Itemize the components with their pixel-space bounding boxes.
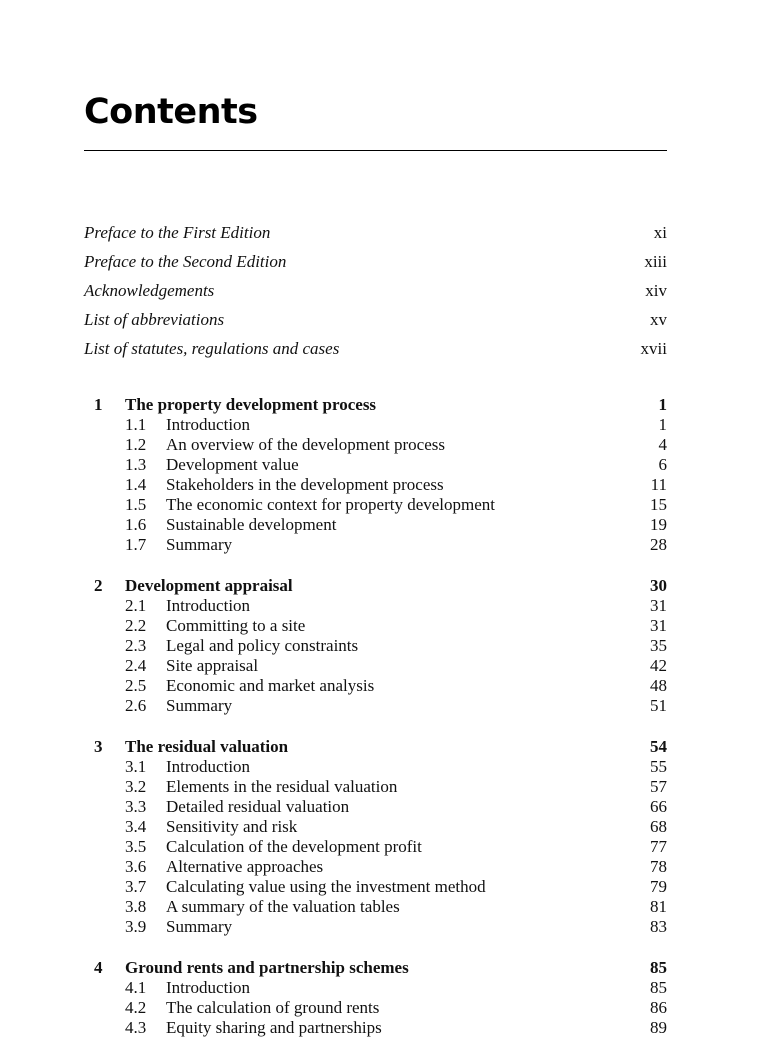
chapter-number: 1	[94, 395, 103, 414]
section-title: Summary	[166, 917, 233, 936]
section-number: 1.4	[125, 475, 147, 494]
section-page: 81	[650, 897, 667, 916]
section-title: Calculation of the development profit	[166, 837, 422, 856]
section-page: 89	[650, 1018, 667, 1037]
section-entry[interactable]	[84, 777, 667, 797]
section-entry[interactable]	[84, 515, 667, 535]
section-page: 68	[650, 817, 667, 836]
chapter-heading[interactable]	[84, 737, 667, 757]
section-entry[interactable]	[84, 596, 667, 616]
section-entry[interactable]	[84, 616, 667, 636]
section-number: 4.3	[125, 1018, 147, 1037]
section-page: 19	[650, 515, 667, 534]
section-title: A summary of the valuation tables	[166, 897, 400, 916]
section-entry[interactable]	[84, 495, 667, 515]
section-title: Introduction	[166, 757, 251, 776]
front-matter-title: Acknowledgements	[84, 281, 215, 300]
section-page: 57	[650, 777, 667, 796]
section-number: 3.3	[125, 797, 147, 816]
section-entry[interactable]	[84, 817, 667, 837]
section-number: 1.3	[125, 455, 147, 474]
section-title: Summary	[166, 535, 233, 554]
section-title: The calculation of ground rents	[166, 998, 380, 1017]
chapter-heading[interactable]	[84, 958, 667, 978]
section-number: 3.7	[125, 877, 147, 896]
section-number: 4.2	[125, 998, 147, 1017]
chapter-block	[84, 395, 667, 555]
section-number: 3.9	[125, 917, 147, 936]
section-number: 2.3	[125, 636, 147, 655]
section-number: 1.7	[125, 535, 147, 554]
chapter-title: Ground rents and partnership schemes	[125, 958, 409, 977]
section-entry[interactable]	[84, 435, 667, 455]
section-number: 3.4	[125, 817, 147, 836]
section-title: Equity sharing and partnerships	[166, 1018, 382, 1037]
section-page: 86	[650, 998, 667, 1017]
section-title: Development value	[166, 455, 299, 474]
section-page: 6	[658, 455, 667, 474]
section-page: 11	[650, 475, 667, 494]
section-number: 3.1	[125, 757, 147, 776]
front-matter-title: List of abbreviations	[84, 310, 225, 329]
page-title: Contents	[84, 92, 258, 132]
section-entry[interactable]	[84, 1018, 667, 1038]
section-title: Elements in the residual valuation	[166, 777, 398, 796]
section-title: Site appraisal	[166, 656, 259, 675]
chapter-page: 85	[650, 958, 667, 977]
section-title: Sensitivity and risk	[166, 817, 298, 836]
front-matter-title: Preface to the Second Edition	[84, 252, 287, 271]
chapter-number: 3	[94, 737, 103, 756]
title-divider	[84, 150, 667, 151]
section-entry[interactable]	[84, 656, 667, 676]
chapter-number: 2	[94, 576, 103, 595]
section-title: Stakeholders in the development process	[166, 475, 444, 494]
section-number: 1.5	[125, 495, 147, 514]
section-entry[interactable]	[84, 917, 667, 937]
section-number: 1.2	[125, 435, 147, 454]
front-matter-entry[interactable]	[84, 334, 667, 363]
section-title: Calculating value using the investment method	[166, 877, 486, 896]
section-page: 85	[650, 978, 667, 997]
section-entry[interactable]	[84, 998, 667, 1018]
section-page: 42	[650, 656, 667, 675]
section-page: 79	[650, 877, 667, 896]
section-page: 77	[650, 837, 667, 856]
section-page: 31	[650, 616, 667, 635]
section-entry[interactable]	[84, 877, 667, 897]
section-entry[interactable]	[84, 455, 667, 475]
chapter-title: The residual valuation	[125, 737, 289, 756]
section-entry[interactable]	[84, 837, 667, 857]
section-entry[interactable]	[84, 757, 667, 777]
section-title: Alternative approaches	[166, 857, 324, 876]
front-matter-list	[84, 218, 667, 363]
section-page: 83	[650, 917, 667, 936]
front-matter-entry[interactable]	[84, 218, 667, 247]
front-matter-page: xv	[650, 310, 667, 329]
chapter-page: 30	[650, 576, 667, 595]
front-matter-title: List of statutes, regulations and cases	[84, 339, 340, 358]
section-page: 31	[650, 596, 667, 615]
section-page: 55	[650, 757, 667, 776]
front-matter-entry[interactable]	[84, 247, 667, 276]
section-number: 2.2	[125, 616, 147, 635]
section-page: 1	[658, 415, 667, 434]
chapter-title: The property development process	[125, 395, 377, 414]
section-entry[interactable]	[84, 857, 667, 877]
section-entry[interactable]	[84, 676, 667, 696]
chapter-page: 1	[658, 395, 667, 414]
section-page: 48	[650, 676, 667, 695]
chapter-heading[interactable]	[84, 395, 667, 415]
section-page: 15	[650, 495, 667, 514]
section-page: 28	[650, 535, 667, 554]
section-number: 3.6	[125, 857, 147, 876]
front-matter-title: Preface to the First Edition	[84, 223, 271, 242]
section-entry[interactable]	[84, 636, 667, 656]
section-page: 78	[650, 857, 667, 876]
section-title: Introduction	[166, 415, 251, 434]
front-matter-page: xiv	[645, 281, 667, 300]
section-number: 3.8	[125, 897, 147, 916]
section-number: 2.4	[125, 656, 147, 675]
chapter-list	[84, 395, 667, 1059]
section-page: 51	[650, 696, 667, 715]
section-title: The economic context for property development	[166, 495, 496, 514]
section-number: 2.6	[125, 696, 147, 715]
front-matter-page: xi	[653, 223, 667, 242]
chapter-block	[84, 737, 667, 937]
front-matter-page: xvii	[640, 339, 667, 358]
section-title: Introduction	[166, 596, 251, 615]
section-entry[interactable]	[84, 978, 667, 998]
section-entry[interactable]	[84, 535, 667, 555]
section-title: Introduction	[166, 978, 251, 997]
front-matter-entry[interactable]	[84, 305, 667, 334]
front-matter-page: xiii	[644, 252, 667, 271]
section-title: Detailed residual valuation	[166, 797, 350, 816]
section-number: 4.1	[125, 978, 147, 997]
section-page: 35	[650, 636, 667, 655]
section-entry[interactable]	[84, 897, 667, 917]
chapter-block	[84, 576, 667, 716]
chapter-number: 4	[94, 958, 103, 977]
section-number: 3.2	[125, 777, 147, 796]
section-number: 2.5	[125, 676, 147, 695]
section-title: Sustainable development	[166, 515, 337, 534]
section-number: 2.1	[125, 596, 147, 615]
chapter-block	[84, 958, 667, 1038]
section-page: 4	[658, 435, 667, 454]
front-matter-entry[interactable]	[84, 276, 667, 305]
section-page: 66	[650, 797, 667, 816]
section-title: Legal and policy constraints	[166, 636, 359, 655]
chapter-page: 54	[650, 737, 667, 756]
section-title: Economic and market analysis	[166, 676, 375, 695]
section-entry[interactable]	[84, 475, 667, 495]
section-entry[interactable]	[84, 696, 667, 716]
section-title: Summary	[166, 696, 233, 715]
section-title: An overview of the development process	[166, 435, 445, 454]
chapter-heading[interactable]	[84, 576, 667, 596]
section-entry[interactable]	[84, 797, 667, 817]
section-entry[interactable]	[84, 415, 667, 435]
section-number: 1.6	[125, 515, 147, 534]
chapter-title: Development appraisal	[125, 576, 293, 595]
section-number: 3.5	[125, 837, 147, 856]
section-title: Committing to a site	[166, 616, 306, 635]
section-number: 1.1	[125, 415, 147, 434]
